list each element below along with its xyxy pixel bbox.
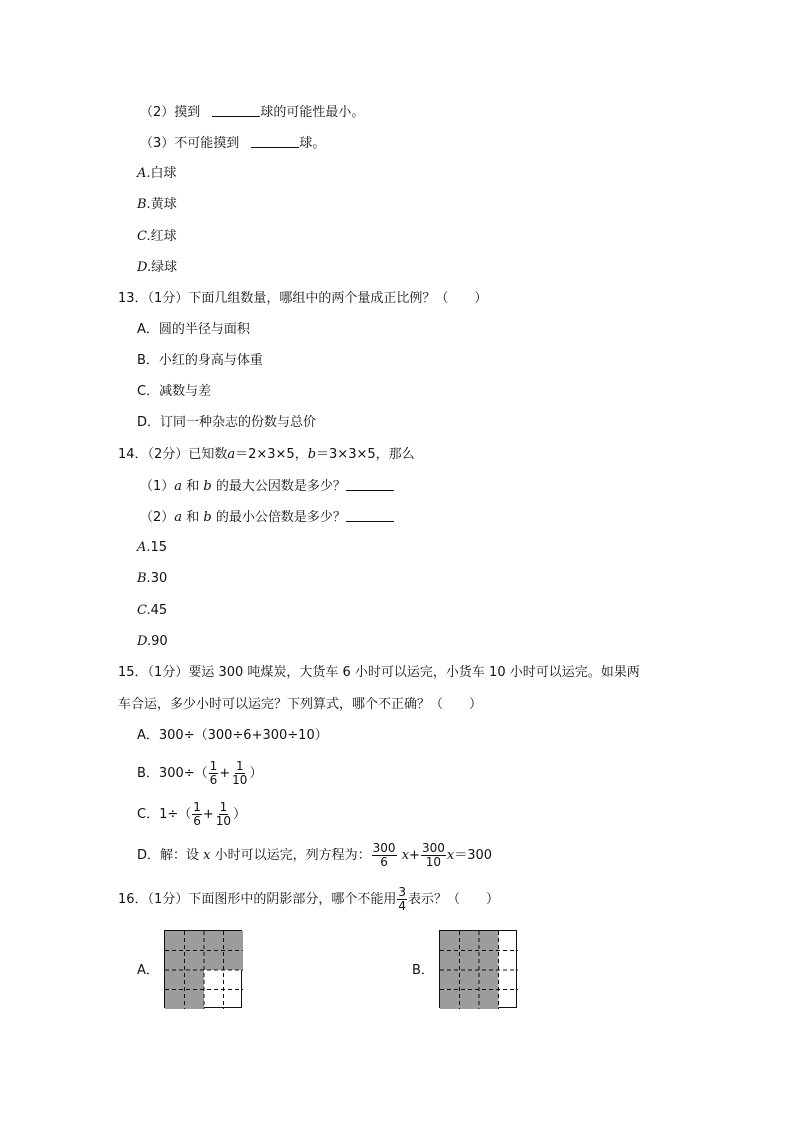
q14-var-a: a	[227, 447, 236, 462]
q12-option-c-letter: C.	[137, 229, 151, 244]
q15-stem-line1: 15．（1分）要运 300 吨煤炭，大货车 6 小时可以运完，小货车 10 小时可以运完。如果两	[118, 665, 640, 680]
q15-option-d-var-x2: x	[401, 848, 410, 863]
q15-option-d-frac2: $\frac{300}{10}$	[421, 841, 445, 869]
q14-sub2-blank[interactable]	[346, 508, 394, 522]
q16-label-a[interactable]: A．	[137, 963, 159, 978]
q15-option-b-frac2: $\frac{1}{10}$	[232, 759, 248, 787]
q12-option-d-letter: D.	[137, 260, 152, 275]
q15-option-d-frac1: $\frac{300}{6}$	[372, 841, 396, 869]
q15-option-b[interactable]	[137, 760, 262, 787]
q16-figure-b[interactable]	[439, 930, 517, 1008]
q14-option-c[interactable]	[137, 602, 167, 620]
q14-sub1-pre: （1）	[140, 479, 175, 494]
q14-sub2-and: 和	[186, 510, 200, 525]
q14-option-b-text: 30	[150, 571, 168, 586]
q15-option-d-mid: 小时可以运完，列方程为：	[214, 848, 371, 863]
q12-sub3-post: 球。	[299, 136, 326, 151]
q16-stem-pre: 16．（1分）下面图形中的阴影部分，哪个不能用	[118, 892, 397, 907]
q14-var-b: b	[307, 447, 317, 462]
q13-option-b[interactable]: B．小红的身高与体重	[137, 353, 263, 368]
q13-option-d[interactable]: D．订同一种杂志的份数与总价	[137, 415, 317, 430]
q14-b-expr: ＝3×3×5，那么	[316, 447, 415, 462]
q14-stem-pre: 14．（2分）已知数	[118, 447, 228, 462]
q12-sub2-blank[interactable]	[212, 103, 260, 117]
q14-option-d-letter: D.	[137, 634, 152, 649]
q13-option-c[interactable]: C．减数与差	[137, 384, 212, 399]
q14-sub2-post: 的最小公倍数是多少？	[215, 510, 346, 525]
q16-figure-b-drawing	[440, 931, 518, 1009]
q15-stem-line2: 车合运，多少小时可以运完？下列算式，哪个不正确？（ ）	[118, 697, 483, 712]
q12-sub3	[140, 134, 325, 153]
q12-option-b-letter: B.	[137, 197, 151, 212]
q15-option-c-frac1: $\frac{1}{6}$	[193, 800, 201, 828]
q14-sub1-and: 和	[186, 479, 200, 494]
q16-figure-a-drawing	[165, 931, 243, 1009]
q14-a-expr: ＝2×3×5，	[235, 447, 308, 462]
q14-sub1-var-a: a	[174, 479, 183, 494]
q14-option-c-text: 45	[150, 603, 168, 618]
q15-option-a[interactable]: A．300÷（300÷6+300÷10）	[137, 728, 328, 743]
q14-sub1	[140, 477, 394, 496]
q15-option-d[interactable]	[137, 842, 492, 869]
q13-stem: 13．（1分）下面几组数量，哪组中的两个量成正比例？（ ）	[118, 291, 488, 306]
q12-sub3-pre: （3）不可能摸到	[140, 136, 240, 151]
q16-label-b[interactable]: B．	[412, 963, 434, 978]
q14-option-a[interactable]	[137, 539, 167, 557]
q15-option-d-var-x3: x	[446, 848, 455, 863]
q14-option-d-text: 90	[151, 634, 168, 649]
q14-sub1-var-b: b	[203, 479, 212, 494]
q14-stem	[118, 446, 415, 464]
q14-sub2-pre: （2）	[140, 510, 175, 525]
q15-option-d-var-x: x	[203, 848, 211, 863]
q12-sub2	[140, 103, 364, 122]
q14-sub1-post: 的最大公因数是多少？	[215, 479, 346, 494]
q14-option-d[interactable]	[137, 633, 168, 651]
q15-option-b-frac1: $\frac{1}{6}$	[209, 759, 218, 787]
q15-option-c-close: ）	[233, 807, 247, 822]
q14-sub2	[140, 508, 394, 527]
q14-option-c-letter: C.	[137, 603, 151, 618]
q12-option-d-text: 绿球	[151, 260, 178, 275]
q12-option-c[interactable]	[137, 228, 177, 246]
q12-sub2-pre: （2）摸到	[140, 105, 201, 120]
q15-option-c-pre: C．1÷（	[137, 807, 192, 822]
q14-option-b-letter: B.	[137, 571, 151, 586]
q16-stem	[118, 886, 499, 913]
q15-option-b-close: ）	[249, 766, 263, 781]
q14-option-a-text: 15	[150, 540, 168, 555]
q14-sub1-blank[interactable]	[346, 477, 394, 491]
q16-stem-post: 表示？（ ）	[407, 892, 499, 907]
q14-option-b[interactable]	[137, 570, 167, 588]
q15-option-d-plus: +	[409, 848, 420, 863]
q14-sub2-var-a: a	[174, 510, 183, 525]
q15-option-b-pre: B．300÷（	[137, 766, 208, 781]
q12-option-c-text: 红球	[150, 229, 177, 244]
q12-option-a-text: 白球	[150, 166, 177, 181]
q12-option-a[interactable]	[137, 165, 177, 183]
q12-option-b[interactable]	[137, 196, 177, 214]
q12-option-a-letter: A.	[137, 166, 151, 181]
q16-stem-frac: $\frac{3}{4}$	[398, 885, 406, 913]
q14-sub2-var-b: b	[203, 510, 212, 525]
q15-option-c[interactable]	[137, 801, 246, 828]
q13-option-a[interactable]: A．圆的半径与面积	[137, 322, 250, 337]
q16-figure-a[interactable]	[164, 930, 242, 1008]
q15-option-c-frac2: $\frac{1}{10}$	[215, 800, 232, 828]
q14-option-a-letter: A.	[137, 540, 151, 555]
q15-option-d-eq: ＝300	[454, 848, 493, 863]
q12-sub3-blank[interactable]	[251, 134, 299, 148]
q12-option-d[interactable]	[137, 259, 177, 277]
q12-sub2-post: 球的可能性最小。	[260, 105, 365, 120]
q15-option-d-pre: D．解：设	[137, 848, 200, 863]
q15-option-b-plus: +	[219, 766, 231, 781]
q12-option-b-text: 黄球	[150, 197, 177, 212]
q15-option-c-plus: +	[202, 807, 214, 822]
